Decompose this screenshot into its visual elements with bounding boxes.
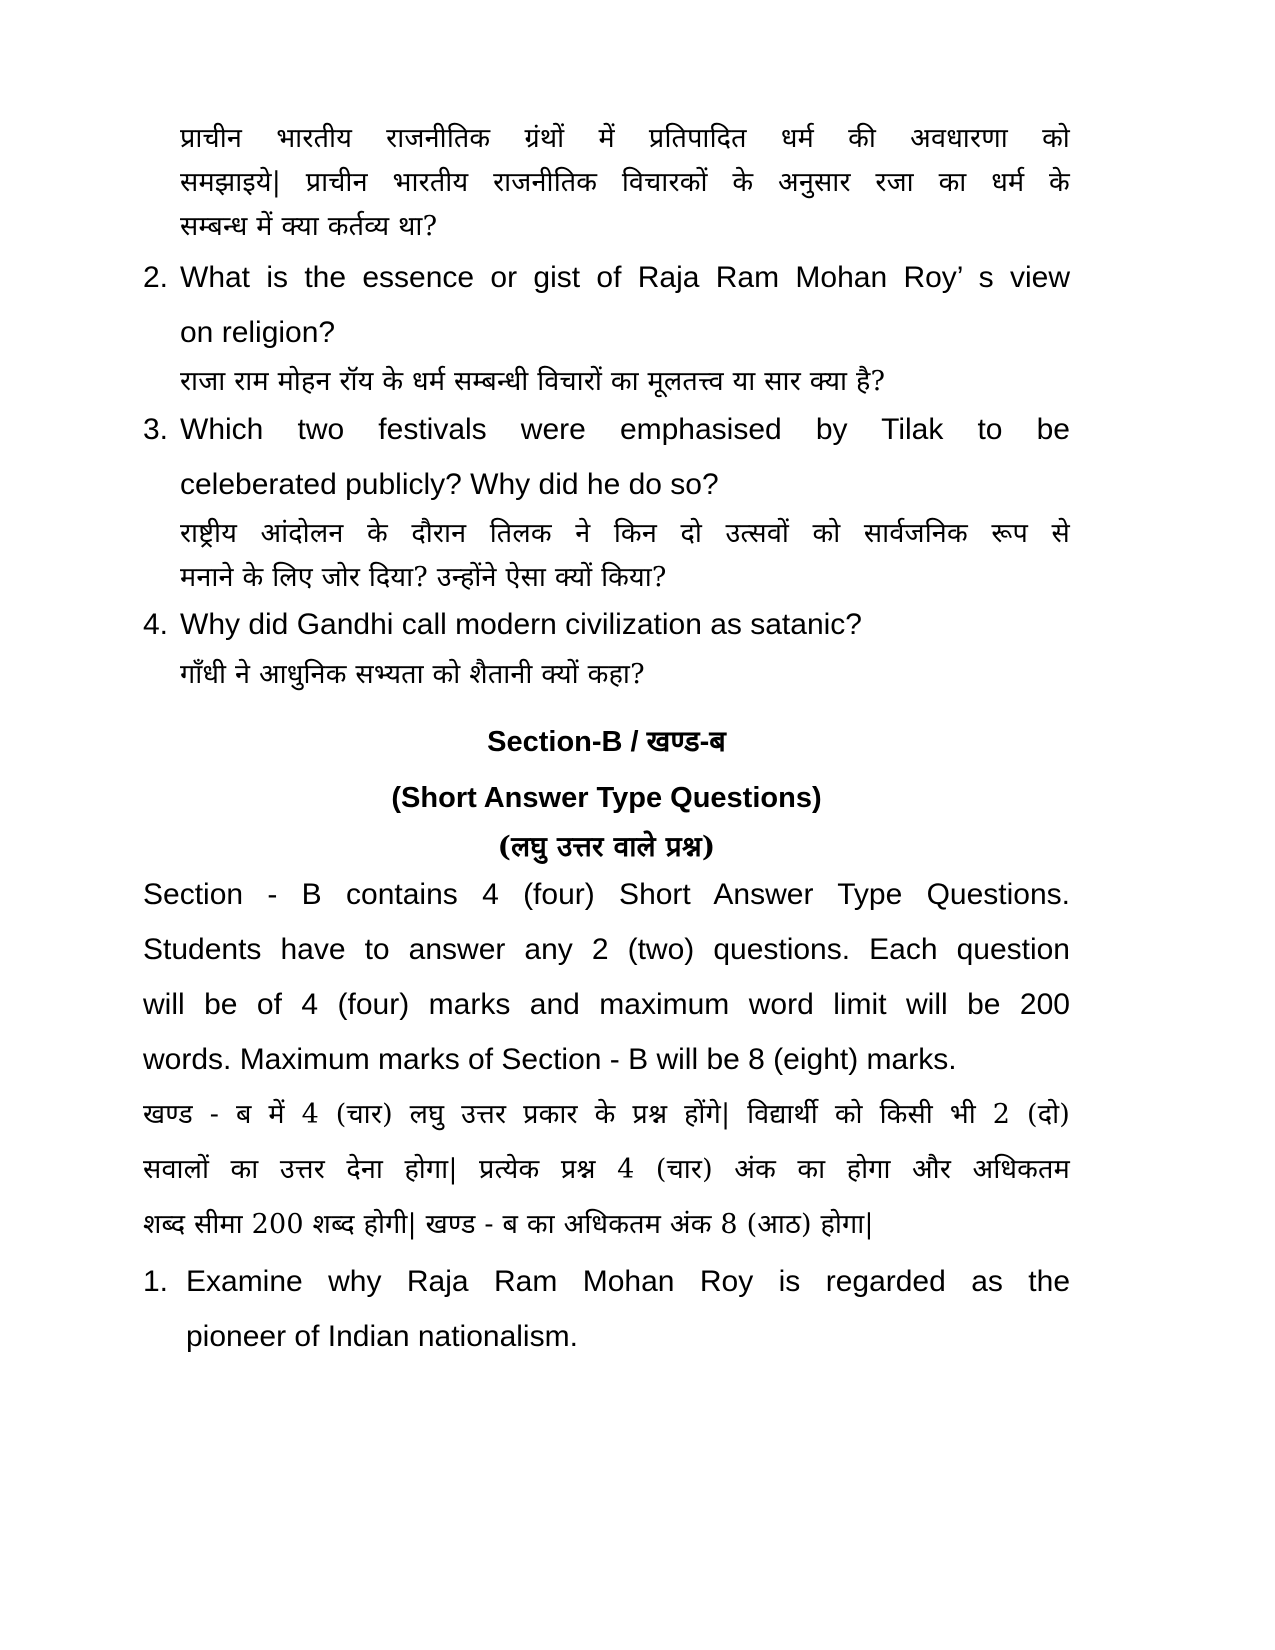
section-b-instructions-hi-line-3: शब्द सीमा 200 शब्द होगी| खण्ड - ब का अधिकतम अंक 8 (आठ) होगा|: [143, 1209, 874, 1240]
section-b-q1-english-line-1: Examine why Raja Ram Mohan Roy is regarded as the: [186, 1265, 1070, 1298]
section-b-subheading-english: (Short Answer Type Questions): [391, 782, 822, 814]
q3-hindi-line-1: राष्ट्रीय आंदोलन के दौरान तिलक ने किन दो उत्सवों को सार्वजनिक रूप से: [180, 518, 1070, 549]
q3-english-line-2: celeberated publicly? Why did he do so?: [180, 468, 719, 501]
q1-hindi-line-2: समझाइये| प्राचीन भारतीय राजनीतिक विचारकों के अनुसार रजा का धर्म के: [180, 167, 1070, 198]
section-b-q1-english-line-2: pioneer of Indian nationalism.: [186, 1320, 578, 1353]
q2-english-line-2: on religion?: [180, 316, 336, 349]
q2-hindi: राजा राम मोहन रॉय के धर्म सम्बन्धी विचारों का मूलतत्त्व या सार क्या है?: [180, 366, 886, 397]
section-b-instructions-hi-line-2: सवालों का उत्तर देना होगा| प्रत्येक प्रश्न 4 (चार) अंक का होगा और अधिकतम: [143, 1154, 1070, 1185]
q3-number: 3.: [143, 413, 169, 446]
q2-english-line-1: What is the essence or gist of Raja Ram Mohan Roy’ s view: [180, 261, 1070, 294]
section-b-subheading-hindi: (लघु उत्तर वाले प्रश्न): [497, 830, 716, 863]
section-b-instructions-en-line-2: Students have to answer any 2 (two) questions. Each question: [143, 933, 1070, 966]
q3-hindi-line-2: मनाने के लिए जोर दिया? उन्होंने ऐसा क्यों किया?: [180, 562, 667, 593]
section-b-instructions-hi-line-1: खण्ड - ब में 4 (चार) लघु उत्तर प्रकार के प्रश्न होंगे| विद्यार्थी को किसी भी 2 (दो): [143, 1099, 1070, 1130]
section-b-instructions-en-line-1: Section - B contains 4 (four) Short Answer Type Questions.: [143, 878, 1070, 911]
section-b-instructions-en-line-4: words. Maximum marks of Section - B will be 8 (eight) marks.: [143, 1043, 957, 1076]
section-b-heading: Section-B / खण्ड-ब: [487, 726, 726, 758]
q1-hindi-line-1: प्राचीन भारतीय राजनीतिक ग्रंथों में प्रतिपादित धर्म की अवधारणा को: [180, 123, 1070, 154]
q4-hindi: गाँधी ने आधुनिक सभ्यता को शैतानी क्यों कहा?: [180, 659, 645, 690]
q2-number: 2.: [143, 261, 169, 294]
section-b-q1-number: 1.: [143, 1265, 169, 1298]
section-b-instructions-en-line-3: will be of 4 (four) marks and maximum word limit will be 200: [143, 988, 1070, 1021]
q1-hindi-line-3: सम्बन्ध में क्या कर्तव्य था?: [180, 211, 438, 242]
q3-english-line-1: Which two festivals were emphasised by Tilak to be: [180, 413, 1070, 446]
q4-english: Why did Gandhi call modern civilization as satanic?: [180, 608, 862, 641]
q4-number: 4.: [143, 608, 169, 641]
